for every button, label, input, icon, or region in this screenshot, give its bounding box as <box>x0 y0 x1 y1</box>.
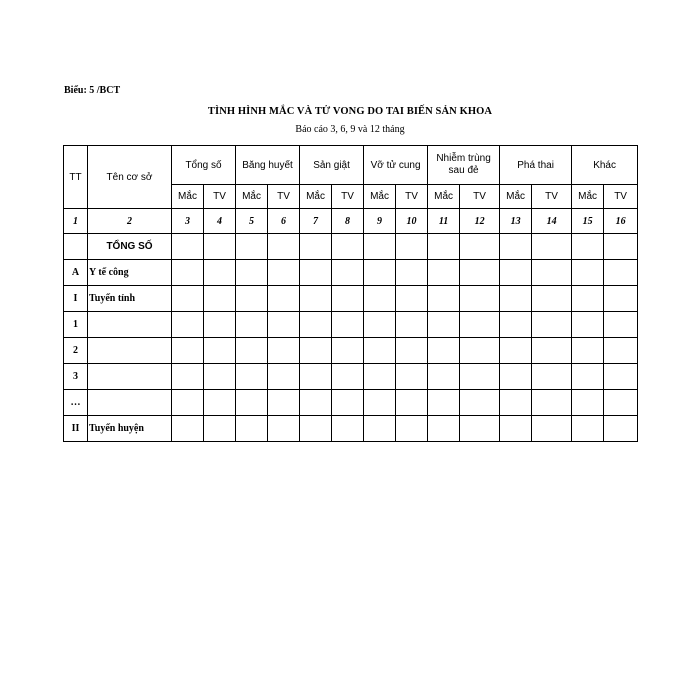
column-index: 11 <box>428 209 460 234</box>
column-index: 12 <box>460 209 500 234</box>
header-group: Nhiễm trùng sau đẻ <box>428 146 500 185</box>
column-index: 9 <box>364 209 396 234</box>
data-cell[interactable] <box>172 312 204 338</box>
column-index: 16 <box>604 209 638 234</box>
sub-header-deaths: TV <box>332 185 364 209</box>
data-cell[interactable] <box>604 338 638 364</box>
data-cell[interactable] <box>532 260 572 286</box>
data-cell[interactable] <box>500 260 532 286</box>
data-cell[interactable] <box>204 234 236 260</box>
data-cell[interactable] <box>604 390 638 416</box>
data-cell[interactable] <box>500 390 532 416</box>
table-row <box>64 338 638 364</box>
data-cell[interactable] <box>300 364 332 390</box>
data-cell[interactable] <box>268 312 300 338</box>
header-facility-name: Tên cơ sở <box>88 146 172 209</box>
data-cell[interactable] <box>604 260 638 286</box>
data-cell[interactable] <box>460 390 500 416</box>
data-cell[interactable] <box>604 364 638 390</box>
data-cell[interactable] <box>396 390 428 416</box>
sub-header-cases: Mắc <box>364 185 396 209</box>
header-row-groups <box>64 146 638 185</box>
data-cell[interactable] <box>428 364 460 390</box>
report-title: TÌNH HÌNH MẮC VÀ TỬ VONG DO TAI BIẾN SẢN KHOA <box>207 106 493 117</box>
data-cell[interactable] <box>300 312 332 338</box>
row-facility-name: Tuyến tỉnh <box>88 286 172 312</box>
data-cell[interactable] <box>332 338 364 364</box>
data-cell[interactable] <box>204 390 236 416</box>
column-index: 1 <box>64 209 88 234</box>
data-cell[interactable] <box>236 416 268 442</box>
data-cell[interactable] <box>532 364 572 390</box>
column-index: 13 <box>500 209 532 234</box>
data-cell[interactable] <box>572 312 604 338</box>
column-index: 6 <box>268 209 300 234</box>
table-row <box>64 286 638 312</box>
data-cell[interactable] <box>460 234 500 260</box>
data-cell[interactable] <box>332 312 364 338</box>
data-cell[interactable] <box>604 312 638 338</box>
data-cell[interactable] <box>364 260 396 286</box>
data-cell[interactable] <box>572 234 604 260</box>
data-cell[interactable] <box>300 390 332 416</box>
row-tt: 1 <box>64 312 88 338</box>
sub-header-deaths: TV <box>204 185 236 209</box>
data-cell[interactable] <box>172 234 204 260</box>
row-facility-name <box>88 390 172 416</box>
data-cell[interactable] <box>396 234 428 260</box>
column-index-row <box>64 209 638 234</box>
data-cell[interactable] <box>460 260 500 286</box>
row-tt: II <box>64 416 88 442</box>
data-cell[interactable] <box>268 416 300 442</box>
data-cell[interactable] <box>428 338 460 364</box>
column-index: 3 <box>172 209 204 234</box>
data-cell[interactable] <box>300 416 332 442</box>
data-cell[interactable] <box>204 364 236 390</box>
data-cell[interactable] <box>236 338 268 364</box>
table-row <box>64 364 638 390</box>
column-index: 4 <box>204 209 236 234</box>
sub-header-cases: Mắc <box>236 185 268 209</box>
data-cell[interactable] <box>172 390 204 416</box>
data-cell[interactable] <box>332 390 364 416</box>
sub-header-cases: Mắc <box>300 185 332 209</box>
data-cell[interactable] <box>332 416 364 442</box>
data-cell[interactable] <box>172 416 204 442</box>
data-cell[interactable] <box>500 234 532 260</box>
form-code: Biểu: 5 /BCT <box>64 85 121 96</box>
data-cell[interactable] <box>172 286 204 312</box>
data-cell[interactable] <box>500 416 532 442</box>
row-tt: A <box>64 260 88 286</box>
data-cell[interactable] <box>572 286 604 312</box>
table-row <box>64 416 638 442</box>
data-cell[interactable] <box>500 312 532 338</box>
data-cell[interactable] <box>364 416 396 442</box>
data-cell[interactable] <box>396 364 428 390</box>
data-cell[interactable] <box>204 338 236 364</box>
table-row <box>64 312 638 338</box>
data-cell[interactable] <box>396 416 428 442</box>
row-tt: I <box>64 286 88 312</box>
data-cell[interactable] <box>428 312 460 338</box>
data-cell[interactable] <box>460 416 500 442</box>
row-facility-name: TỔNG SỐ <box>88 234 172 260</box>
data-cell[interactable] <box>500 364 532 390</box>
data-cell[interactable] <box>236 286 268 312</box>
data-cell[interactable] <box>364 312 396 338</box>
data-cell[interactable] <box>500 286 532 312</box>
header-group: Vỡ tử cung <box>364 146 428 185</box>
data-cell[interactable] <box>236 390 268 416</box>
data-cell[interactable] <box>300 260 332 286</box>
data-cell[interactable] <box>428 234 460 260</box>
data-cell[interactable] <box>604 286 638 312</box>
data-cell[interactable] <box>172 364 204 390</box>
data-cell[interactable] <box>172 338 204 364</box>
header-tt: TT <box>64 146 88 209</box>
column-index: 15 <box>572 209 604 234</box>
data-cell[interactable] <box>604 234 638 260</box>
data-cell[interactable] <box>268 338 300 364</box>
data-cell[interactable] <box>364 338 396 364</box>
data-cell[interactable] <box>396 312 428 338</box>
data-cell[interactable] <box>268 364 300 390</box>
data-cell[interactable] <box>428 390 460 416</box>
header-group: Tổng số <box>172 146 236 185</box>
data-cell[interactable] <box>332 364 364 390</box>
data-cell[interactable] <box>364 390 396 416</box>
column-index: 5 <box>236 209 268 234</box>
data-cell[interactable] <box>460 364 500 390</box>
data-cell[interactable] <box>396 338 428 364</box>
sub-header-deaths: TV <box>460 185 500 209</box>
data-cell[interactable] <box>572 260 604 286</box>
row-facility-name: Y tế công <box>88 260 172 286</box>
data-cell[interactable] <box>204 312 236 338</box>
column-index: 14 <box>532 209 572 234</box>
column-index: 7 <box>300 209 332 234</box>
data-cell[interactable] <box>236 312 268 338</box>
data-cell[interactable] <box>532 234 572 260</box>
data-cell[interactable] <box>532 390 572 416</box>
header-group: Sản giật <box>300 146 364 185</box>
table-row <box>64 234 638 260</box>
data-cell[interactable] <box>364 286 396 312</box>
data-cell[interactable] <box>268 286 300 312</box>
data-cell[interactable] <box>364 364 396 390</box>
row-tt <box>64 234 88 260</box>
data-cell[interactable] <box>364 234 396 260</box>
sub-header-cases: Mắc <box>428 185 460 209</box>
data-cell[interactable] <box>572 390 604 416</box>
report-table <box>63 145 638 442</box>
sub-header-cases: Mắc <box>572 185 604 209</box>
data-cell[interactable] <box>300 234 332 260</box>
data-cell[interactable] <box>268 390 300 416</box>
data-cell[interactable] <box>500 338 532 364</box>
row-facility-name <box>88 364 172 390</box>
data-cell[interactable] <box>572 364 604 390</box>
data-rows <box>64 234 638 442</box>
data-cell[interactable] <box>604 416 638 442</box>
data-cell[interactable] <box>428 286 460 312</box>
data-cell[interactable] <box>204 260 236 286</box>
sub-header-cases: Mắc <box>172 185 204 209</box>
data-cell[interactable] <box>236 260 268 286</box>
report-subtitle: Báo cáo 3, 6, 9 và 12 tháng <box>295 124 405 135</box>
data-cell[interactable] <box>268 234 300 260</box>
data-cell[interactable] <box>460 312 500 338</box>
sub-header-deaths: TV <box>396 185 428 209</box>
data-cell[interactable] <box>204 416 236 442</box>
data-cell[interactable] <box>428 416 460 442</box>
data-cell[interactable] <box>460 338 500 364</box>
column-index: 8 <box>332 209 364 234</box>
data-cell[interactable] <box>460 286 500 312</box>
data-cell[interactable] <box>572 416 604 442</box>
row-facility-name <box>88 312 172 338</box>
data-cell[interactable] <box>332 286 364 312</box>
data-cell[interactable] <box>268 260 300 286</box>
data-cell[interactable] <box>532 338 572 364</box>
data-cell[interactable] <box>236 364 268 390</box>
row-tt: … <box>64 390 88 416</box>
data-cell[interactable] <box>236 234 268 260</box>
data-cell[interactable] <box>396 286 428 312</box>
sub-header-cases: Mắc <box>500 185 532 209</box>
data-cell[interactable] <box>532 312 572 338</box>
data-cell[interactable] <box>332 234 364 260</box>
row-facility-name <box>88 338 172 364</box>
data-cell[interactable] <box>204 286 236 312</box>
data-cell[interactable] <box>300 338 332 364</box>
data-cell[interactable] <box>532 286 572 312</box>
column-index: 10 <box>396 209 428 234</box>
header-group: Khác <box>572 146 638 185</box>
data-cell[interactable] <box>532 416 572 442</box>
table-row <box>64 390 638 416</box>
data-cell[interactable] <box>396 260 428 286</box>
data-cell[interactable] <box>332 260 364 286</box>
table-row <box>64 260 638 286</box>
header-group: Băng huyết <box>236 146 300 185</box>
sub-header-deaths: TV <box>532 185 572 209</box>
row-tt: 3 <box>64 364 88 390</box>
sub-header-deaths: TV <box>268 185 300 209</box>
column-index: 2 <box>88 209 172 234</box>
row-tt: 2 <box>64 338 88 364</box>
data-cell[interactable] <box>428 260 460 286</box>
header-group: Phá thai <box>500 146 572 185</box>
data-cell[interactable] <box>300 286 332 312</box>
data-cell[interactable] <box>572 338 604 364</box>
sub-header-deaths: TV <box>604 185 638 209</box>
data-cell[interactable] <box>172 260 204 286</box>
row-facility-name: Tuyến huyện <box>88 416 172 442</box>
